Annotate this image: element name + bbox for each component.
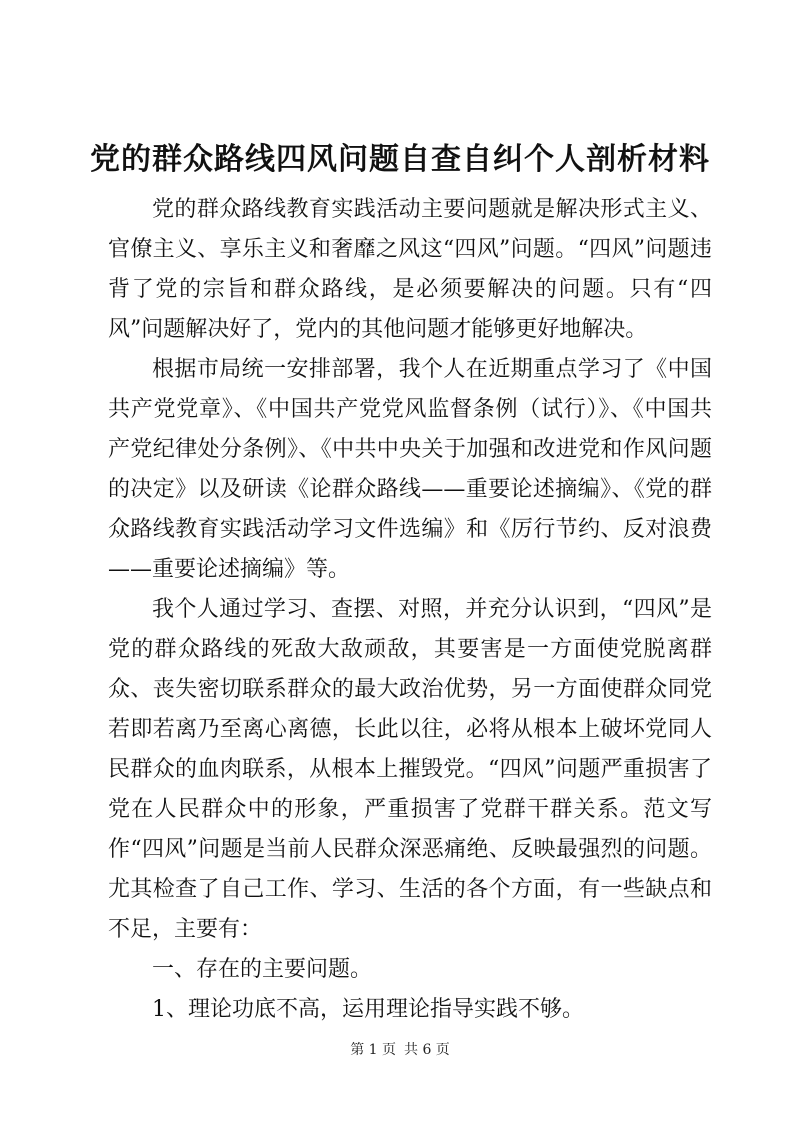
document-body xyxy=(108,190,712,1030)
paragraph-reflection: 我个人通过学习、查摆、对照，并充分认识到，“四风”是党的群众路线的死敌大敌顽敌，其要害是一方面使党脱离群众、丧失密切联系群众的最大政治优势，另一方面使群众同党若即若离乃至离心离德，长此以往，必将从根本上破坏党同人民群众的血肉联系，从根本上摧毁党。“四风”问题严重损害了党在人民群众中的形象，严重损害了党群干群关系。范文写作“四风”问题是当前人民群众深恶痛绝、反映最强烈的问题。尤其检查了自己工作、学习、生活的各个方面，有一些缺点和不足，主要有： xyxy=(108,597,712,942)
page-total: 共 6 页 xyxy=(404,1042,450,1058)
paragraph-intro: 党的群众路线教育实践活动主要问题就是解决形式主义、官僚主义、享乐主义和奢靡之风这“四风”问题。“四风”问题违背了党的宗旨和群众路线，是必须要解决的问题。只有“四风”问题解决好了，党内的其他问题才能够更好地解决。 xyxy=(108,197,712,342)
section-heading: 一、存在的主要问题。 xyxy=(152,957,373,982)
paragraph-study: 根据市局统一安排部署，我个人在近期重点学习了《中国共产党党章》、《中国共产党党风监督条例（试行）》、《中国共产党纪律处分条例》、《中共中央关于加强和改进党和作风问题的决定》以及研读《论群众路线——重要论述摘编》、《党的群众路线教育实践活动学习文件选编》和《厉行节约、反对浪费——重要论述摘编》等。 xyxy=(108,357,712,582)
page-number: 第 1 页 xyxy=(350,1042,396,1058)
document-title: 党的群众路线四风问题自查自纠个人剖析材料 xyxy=(90,142,710,177)
subsection-heading: 1、理论功底不高，运用理论指导实践不够。 xyxy=(152,997,584,1022)
page-footer xyxy=(0,1040,800,1060)
